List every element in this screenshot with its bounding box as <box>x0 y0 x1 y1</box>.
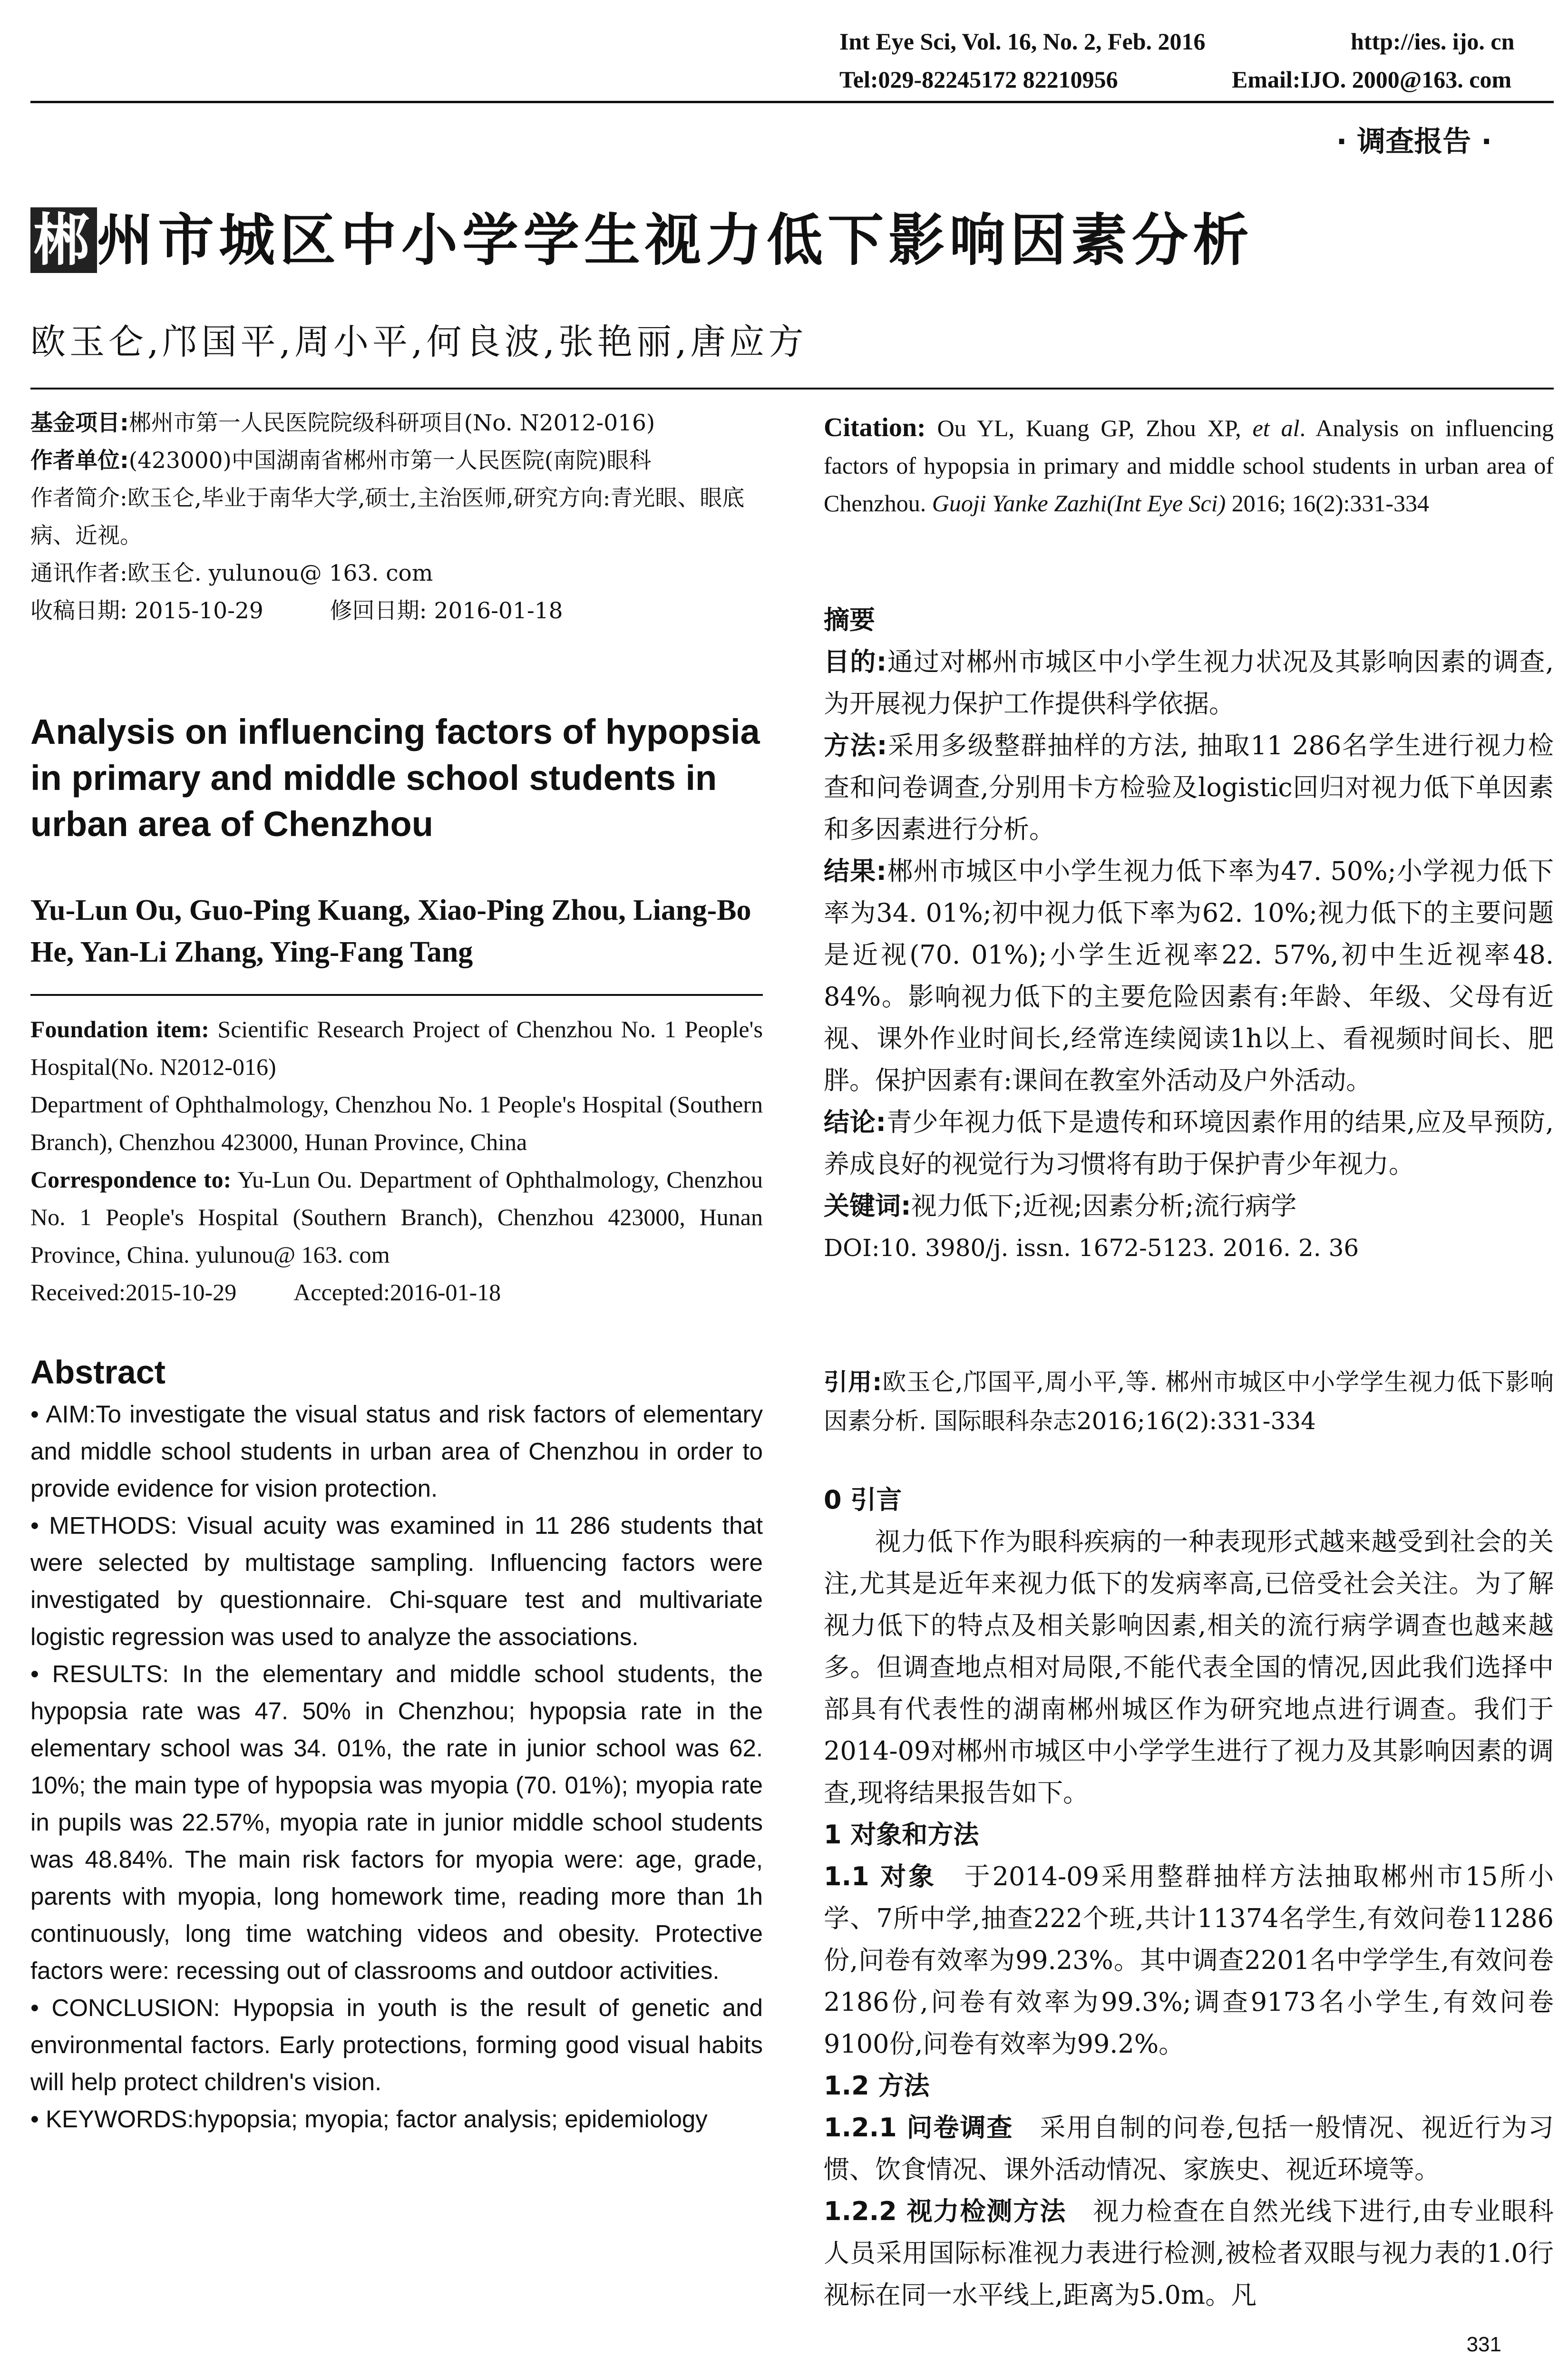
s121-label: 1.2.1 问卷调查 <box>824 2113 1013 2143</box>
results-cn: 郴州市城区中小学生视力低下率为47. 50%;小学视力低下率为34. 01%;初中视力低下率为62. 10%;视力低下的主要问题是近视(70. 01%);小学生近视率22. 57%,初中生近视率48. 84%。影响视力低下的主要危险因素有:年龄、年级、父母有近视、课外作业时间长,经常连续阅读1h以上、看视频时间长、肥胖。保护因素有:课间在教室外活动及户外活动。 <box>824 856 1554 1095</box>
en-authors-rule <box>30 994 763 996</box>
citation-text-b: . Analysis on influencing factors of hypopsia in primary and middle school students in urban area of Chenzhou. <box>824 415 1554 516</box>
revised-cn: 修回日期: 2016-01-18 <box>330 598 563 624</box>
s121-text: 采用自制的问卷,包括一般情况、视近行为习惯、饮食情况、课外活动情况、家族史、视近环境等。 <box>824 2113 1554 2184</box>
header-rule <box>30 101 1554 103</box>
methods-cn-label: 方法: <box>824 731 887 760</box>
correspondence-label: Correspondence to: <box>30 1166 232 1193</box>
conclusion-cn: 青少年视力低下是遗传和环境因素作用的结果,应及早预防,养成良好的视觉行为习惯将有助于保护青少年视力。 <box>824 1107 1554 1179</box>
fund-text: 郴州市第一人民医院院级科研项目(No. N2012-016) <box>128 410 655 436</box>
s1-heading: 1 对象和方法 <box>824 1820 979 1850</box>
keywords-cn-label: 关键词: <box>824 1191 911 1221</box>
s122-text: 视力检查在自然光线下进行,由专业眼科人员采用国际标准视力表进行检测,被检者双眼与视力表的1.0行视标在同一水平线上,距离为5.0m。凡 <box>824 2196 1554 2310</box>
conclusion-cn-label: 结论: <box>824 1107 886 1137</box>
abstract-methods: • METHODS: Visual acuity was examined in 11 286 students that were selected by multistage sampling. Influencing factors were investigated by questionnaire. Chi-square test and multivariate logistic regression was used to analyze the associations. <box>30 1512 763 1650</box>
unit-label: 作者单位: <box>30 448 129 474</box>
title-rule <box>30 388 1554 390</box>
journal-email: Email:IJO. 2000@163. com <box>1232 66 1512 93</box>
aim-cn: 通过对郴州市城区中小学生视力状况及其影响因素的调查,为开展视力保护工作提供科学依据。 <box>824 647 1554 719</box>
citation-text-a: Ou YL, Kuang GP, Zhou XP, <box>937 415 1241 441</box>
body-text <box>824 1479 1554 2316</box>
citation-tail: 2016; 16(2):331-334 <box>1231 490 1429 516</box>
doi: DOI:10. 3980/j. issn. 1672-5123. 2016. 2. 36 <box>824 1234 1359 1262</box>
correspondence-text: Yu-Lun Ou. Department of Ophthalmology, Chenzhou No. 1 People's Hospital (Southern Branch), Chenzhou 423000, Hunan Province, China. yulunou@ 163. com <box>30 1166 763 1268</box>
meta-cn <box>30 404 763 630</box>
title-rest: 州市城区中小学学生视力低下影响因素分析 <box>97 207 1254 273</box>
citation-journal: Guoji Yanke Zazhi(Int Eye Sci) <box>932 490 1226 516</box>
abstract-heading: Abstract <box>30 1354 166 1391</box>
intro-text: 视力低下作为眼科疾病的一种表现形式越来越受到社会的关注,尤其是近年来视力低下的发病率高,已倍受社会关注。为了解视力低下的特点及相关影响因素,相关的流行病学调查也越来越多。但调查地点相对局限,不能代表全国的情况,因此我们选择中部具有代表性的湖南郴州城区作为研究地点进行调查。我们于2014-09对郴州市城区中小学学生进行了视力及其影响因素的调查,现将结果报告如下。 <box>824 1527 1554 1808</box>
citation-label: Citation: <box>824 413 926 442</box>
foundation-text: Scientific Research Project of Chenzhou No. 1 People's Hospital(No. N2012-016) <box>30 1016 763 1080</box>
en-title: Analysis on influencing factors of hypopsia in primary and middle school students in urban area of Chenzhou <box>30 712 760 844</box>
received-cn: 收稿日期: 2015-10-29 <box>30 598 263 624</box>
journal-citation: Int Eye Sci, Vol. 16, No. 2, Feb. 2016 <box>839 28 1206 55</box>
cite-cn <box>824 1363 1554 1441</box>
section-tag: · 调查报告 · <box>1336 125 1492 158</box>
unit-text: (423000)中国湖南省郴州市第一人民医院(南院)眼科 <box>128 448 652 474</box>
s12-heading: 1.2 方法 <box>824 2071 930 2101</box>
en-authors: Yu-Lun Ou, Guo-Ping Kuang, Xiao-Ping Zhou, Liang-Bo He, Yan-Li Zhang, Ying-Fang Tang <box>30 894 751 968</box>
journal-tel: Tel:029-82245172 82210956 <box>839 66 1118 93</box>
bio-text: 欧玉仑,毕业于南华大学,硕士,主治医师,研究方向:青光眼、眼底病、近视。 <box>30 485 745 549</box>
citation-etal: et al <box>1252 415 1300 441</box>
journal-url: http://ies. ijo. cn <box>1351 28 1515 55</box>
page-title <box>30 195 1254 276</box>
abstract-en <box>30 1396 763 2138</box>
aim-cn-label: 目的: <box>824 647 887 677</box>
s11-label: 1.1 对象 <box>824 1861 936 1891</box>
abstract-cn-heading: 摘要 <box>824 605 875 635</box>
received-en: Received:2015-10-29 <box>30 1279 237 1305</box>
results-cn-label: 结果: <box>824 856 887 886</box>
foundation-label: Foundation item: <box>30 1016 209 1042</box>
authors-cn: 欧玉仑,邝国平,周小平,何良波,张艳丽,唐应方 <box>30 321 808 362</box>
corr-label: 通讯作者: <box>30 560 127 586</box>
abstract-conclusion: • CONCLUSION: Hypopsia in youth is the result of genetic and environmental factors. Early protections, forming good visual habits will help protect children's vision. <box>30 1994 763 2095</box>
dept-text: Department of Ophthalmology, Chenzhou No. 1 People's Hospital (Southern Branch), Chenzhou 423000, Hunan Province, China <box>30 1091 763 1155</box>
page-number: 331 <box>1466 2333 1501 2356</box>
cite-cn-text: 欧玉仑,邝国平,周小平,等. 郴州市城区中小学学生视力低下影响因素分析. 国际眼科杂志2016;16(2):331-334 <box>824 1368 1554 1435</box>
title-highlight: 郴 <box>30 207 97 273</box>
bio-label: 作者简介: <box>30 485 127 511</box>
abstract-keywords: • KEYWORDS:hypopsia; myopia; factor analysis; epidemiology <box>30 2105 708 2133</box>
fund-label: 基金项目: <box>30 410 129 436</box>
methods-cn: 采用多级整群抽样的方法, 抽取11 286名学生进行视力检查和问卷调查,分别用卡方检验及logistic回归对视力低下单因素和多因素进行分析。 <box>824 731 1554 844</box>
en-meta <box>30 1011 763 1311</box>
intro-heading: 0 引言 <box>824 1485 902 1515</box>
s11-text: 于2014-09采用整群抽样方法抽取郴州市15所小学、7所中学,抽查222个班,共计11374名学生,有效问卷11286份,问卷有效率为99.23%。其中调查2201名中学学生,有效问卷2186份,问卷有效率为99.3%;调查9173名小学生,有效问卷9100份,问卷有效率为99.2%。 <box>824 1861 1554 2059</box>
keywords-cn: 视力低下;近视;因素分析;流行病学 <box>911 1191 1297 1221</box>
corr-text: 欧玉仑. yulunou@ 163. com <box>127 560 433 586</box>
cite-cn-label: 引用: <box>824 1368 882 1396</box>
citation-en <box>824 409 1554 522</box>
abstract-results: • RESULTS: In the elementary and middle school students, the hypopsia rate was 47. 50% in Chenzhou; hypopsia rate in the elementary school was 34. 01%, the rate in junior school was 62. 10%; the main type of hypopsia was myopia (70. 01%); myopia rate in pupils was 22.57%, myopia rate in junior middle school students was 48.84%. The main risk factors for myopia were: age, grade, parents with myopia, long homework time, reading more than 1h continuously, long time watching videos and obesity. Protective factors were: recessing out of classrooms and outdoor activities. <box>30 1660 763 1984</box>
s122-label: 1.2.2 视力检测方法 <box>824 2196 1067 2226</box>
accepted-en: Accepted:2016-01-18 <box>293 1279 501 1305</box>
abstract-cn <box>824 599 1554 1269</box>
abstract-aim: • AIM:To investigate the visual status and risk factors of elementary and middle school students in urban area of Chenzhou in order to provide evidence for vision protection. <box>30 1401 763 1502</box>
